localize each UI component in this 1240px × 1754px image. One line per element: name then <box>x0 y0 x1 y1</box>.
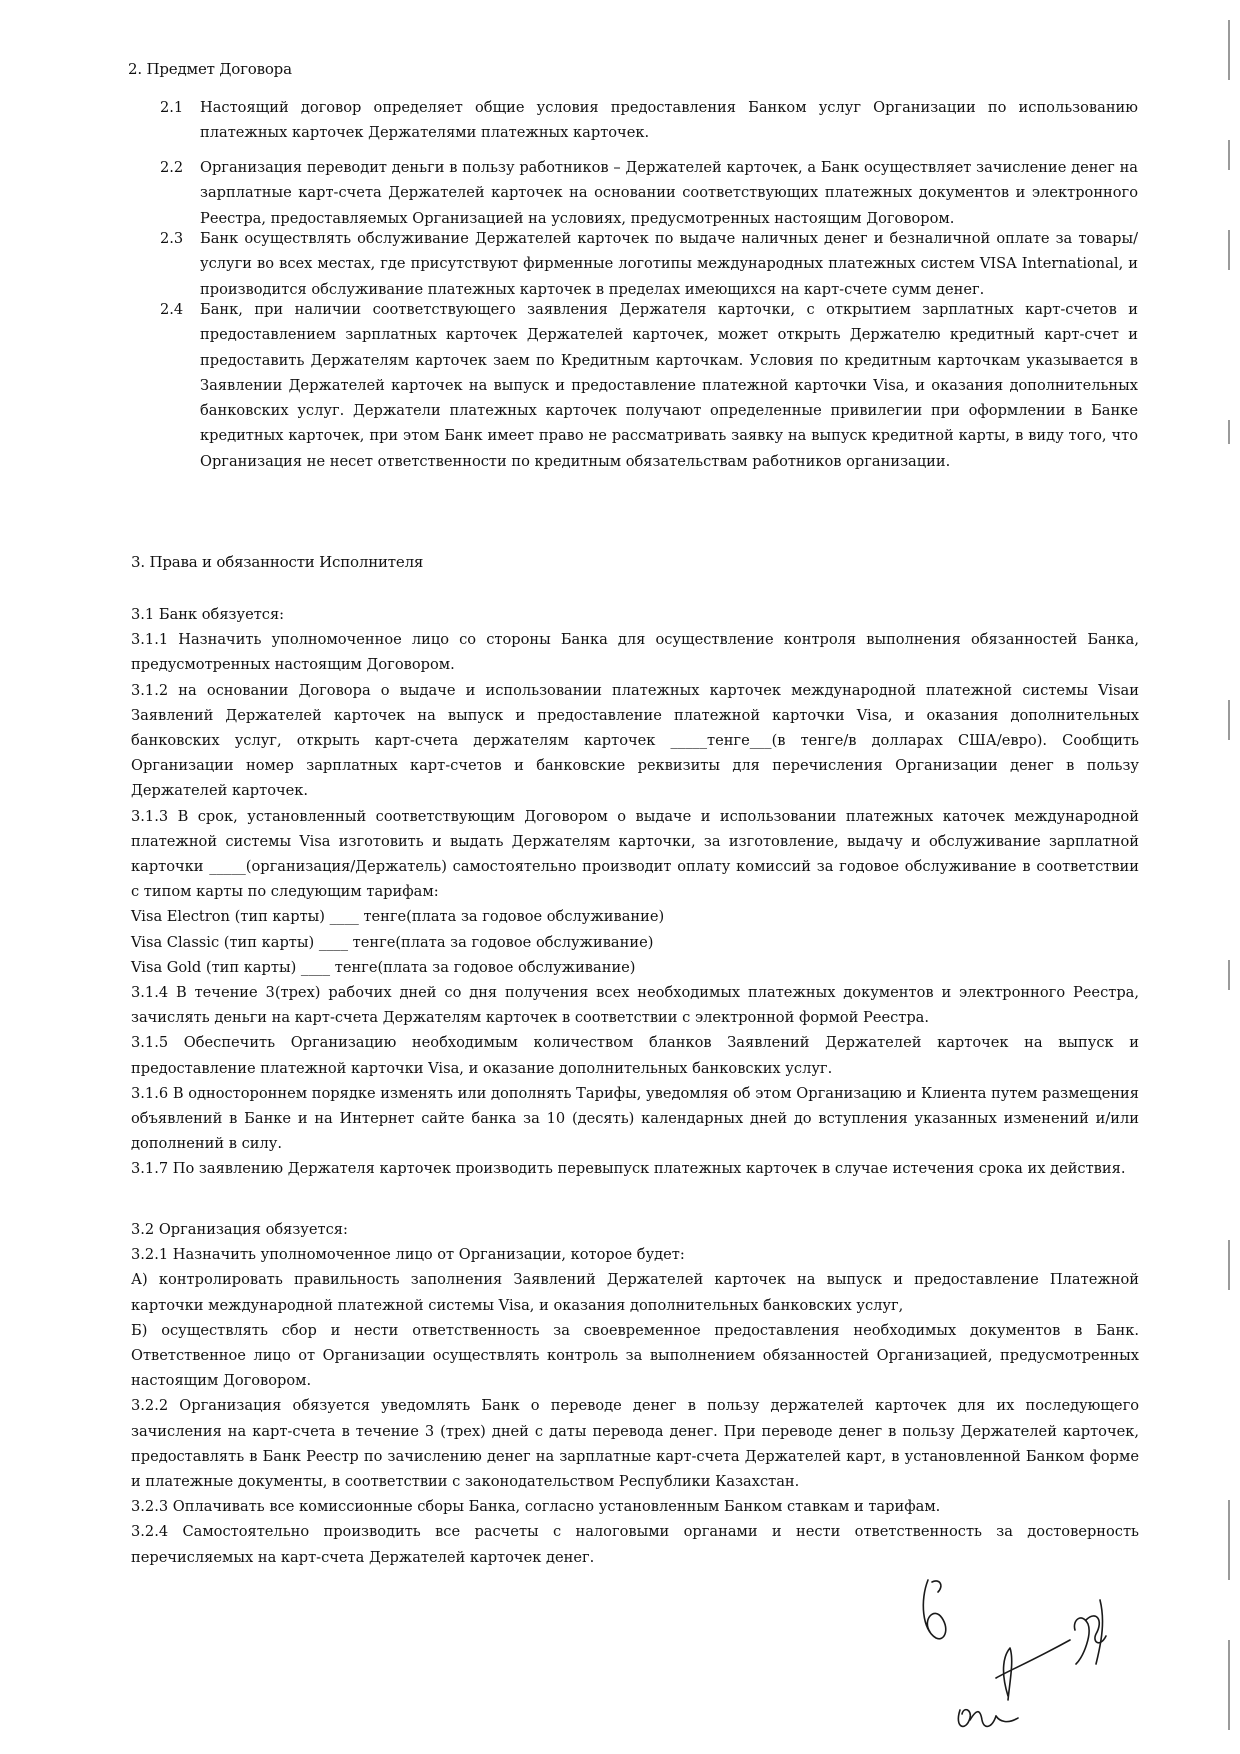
clause-3-2-1-a: А) контролировать правильность заполнения Заявлений Держателей карточек на выпуск и предоставление Платежной карточки международной платежной системы Visa, и оказания дополнительных банковских услуг, <box>131 1271 1139 1314</box>
organization-obligations-header: 3.2 Организация обязуется: <box>131 1221 348 1238</box>
scan-edge-marks <box>1214 0 1230 1754</box>
clause-number: 2.2 <box>160 159 184 176</box>
clause-number: 2.4 <box>160 301 184 318</box>
clause-3-1-5: 3.1.5 Обеспечить Организацию необходимым количеством бланков Заявлений Держателей карточек на выпуск и предоставление платежной карточки Visa, и оказание дополнительных банковских услуг. <box>131 1034 1139 1077</box>
clause-3-1-6: 3.1.6 В одностороннем порядке изменять или дополнять Тарифы, уведомляя об этом Организацию и Клиента путем размещения объявлений в Банке и на Интернет сайте банка за 10 (десять) календарных дней до вступления указанных изменений и/или дополнений в силу. <box>131 1084 1139 1153</box>
clause-3-1-4: 3.1.4 В течение 3(трех) рабочих дней со дня получения всех необходимых платежных документов и электронного Реестра, зачислять деньги на карт-счета Держателям карточек в соответствии с электронной формой Реестра. <box>131 984 1139 1027</box>
clause-2-4 <box>160 297 1138 474</box>
bank-obligations-header: 3.1 Банк обязуется: <box>131 606 285 623</box>
bank-obligations <box>131 602 1139 1182</box>
clause-3-1-3: 3.1.3 В срок, установленный соответствующим Договором о выдаче и использовании платежных каточек международной платежной системы Visa изготовить и выдать Держателям карточки, за изготовление, выдачу и обслуживание зарплатной карточки _____(организация/Держатель) самостоятельно производит оплату комиссий за годовое обслуживание в соответствии с типом карты по следующим тарифам: <box>131 807 1139 901</box>
clause-3-1-2: 3.1.2 на основании Договора о выдаче и использовании платежных карточек международной платежной системы Visaи Заявлений Держателей карточек на выпуск и предоставление платежной карточки Visa, и оказания дополнительных банковских услуг, открыть карт-счета держателям карточек _____тенге___(в тенге/в долларах США/евро). Сообщить Организации номер зарплатных карт-счетов и банковские реквизиты для перечисления Организации денег в пользу Держателей карточек. <box>131 681 1139 800</box>
clause-2-2 <box>160 155 1138 231</box>
section-2-title: 2. Предмет Договора <box>128 60 292 78</box>
clause-3-1-1: 3.1.1 Назначить уполномоченное лицо со стороны Банка для осуществление контроля выполнения обязанностей Банка, предусмотренных настоящим Договором. <box>131 631 1139 674</box>
clause-text: Банк осуществлять обслуживание Держателей карточек по выдаче наличных денег и безналичной оплате за товары/услуги во всех местах, где присутствуют фирменные логотипы международных платежных систем VISA International, и производится обслуживание платежных карточек в пределах имеющихся на карт-счете сумм денег. <box>200 230 1138 298</box>
organization-obligations <box>131 1217 1139 1570</box>
clause-text: Организация переводит деньги в пользу работников – Держателей карточек, а Банк осуществляет зачисление денег на зарплатные карт-счета Держателей карточек на основании соответствующих платежных документов и электронного Реестра, предоставляемых Организацией на условиях, предусмотренных настоящим Договором. <box>200 159 1138 227</box>
clause-3-2-4: 3.2.4 Самостоятельно производить все расчеты с налоговыми органами и нести ответственность за достоверность перечисляемых на карт-счета Держателей карточек денег. <box>131 1523 1139 1566</box>
section-3-title: 3. Права и обязанности Исполнителя <box>131 553 424 571</box>
clause-3-2-1: 3.2.1 Назначить уполномоченное лицо от Организации, которое будет: <box>131 1246 685 1264</box>
clause-text: Настоящий договор определяет общие условия предоставления Банком услуг Организации по использованию платежных карточек Держателями платежных карточек. <box>200 99 1138 142</box>
tariff-visa-classic: Visa Classic (тип карты) ____ тенге(плата за годовое обслуживание) <box>131 933 654 951</box>
clause-3-2-2: 3.2.2 Организация обязуется уведомлять Банк о переводе денег в пользу держателей карточек для их последующего зачисления на карт-счета в течение 3 (трех) дней с даты перевода денег. При переводе денег в пользу Держателей карточек, предоставлять в Банк Реестр по зачислению денег на зарплатные карт-счета Держателей карт, в установленной Банком форме и платежные документы, в соответствии с законодательством Республики Казахстан. <box>131 1397 1139 1491</box>
handwritten-signatures <box>900 1560 1200 1740</box>
clause-3-2-1-b: Б) осуществлять сбор и нести ответственность за своевременное предоставления необходимых документов в Банк. Ответственное лицо от Организации осуществлять контроль за выполнением обязанностей Организацией, предусмотренных настоящим Договором. <box>131 1321 1139 1390</box>
tariff-visa-electron: Visa Electron (тип карты) ____ тенге(плата за годовое обслуживание) <box>131 908 665 926</box>
clause-2-1 <box>160 95 1138 146</box>
clause-3-1-7: 3.1.7 По заявлению Держателя карточек производить перевыпуск платежных карточек в случае истечения срока их действия. <box>131 1160 1126 1178</box>
clause-number: 2.1 <box>160 99 184 116</box>
clause-number: 2.3 <box>160 230 184 247</box>
clause-2-3 <box>160 226 1138 302</box>
tariff-visa-gold: Visa Gold (тип карты) ____ тенге(плата за годовое обслуживание) <box>131 958 636 976</box>
clause-3-2-3: 3.2.3 Оплачивать все комиссионные сборы Банка, согласно установленным Банком ставкам и тарифам. <box>131 1498 941 1516</box>
clause-text: Банк, при наличии соответствующего заявления Держателя карточки, с открытием зарплатных карт-счетов и предоставлением зарплатных карточек Держателей карточек, может открыть Держателю кредитный карт-счет и предоставить Держателям карточек заем по Кредитным карточкам. Условия по кредитным карточкам указывается в Заявлении Держателей карточек на выпуск и предоставление платежной карточки Visa, и оказания дополнительных банковских услуг. Держатели платежных карточек получают определенные привилегии при оформлении в Банке кредитных карточек, при этом Банк имеет право не рассматривать заявку на выпуск кредитной карты, в виду того, что Организация не несет ответственности по кредитным обязательствам работников организации. <box>200 301 1138 470</box>
